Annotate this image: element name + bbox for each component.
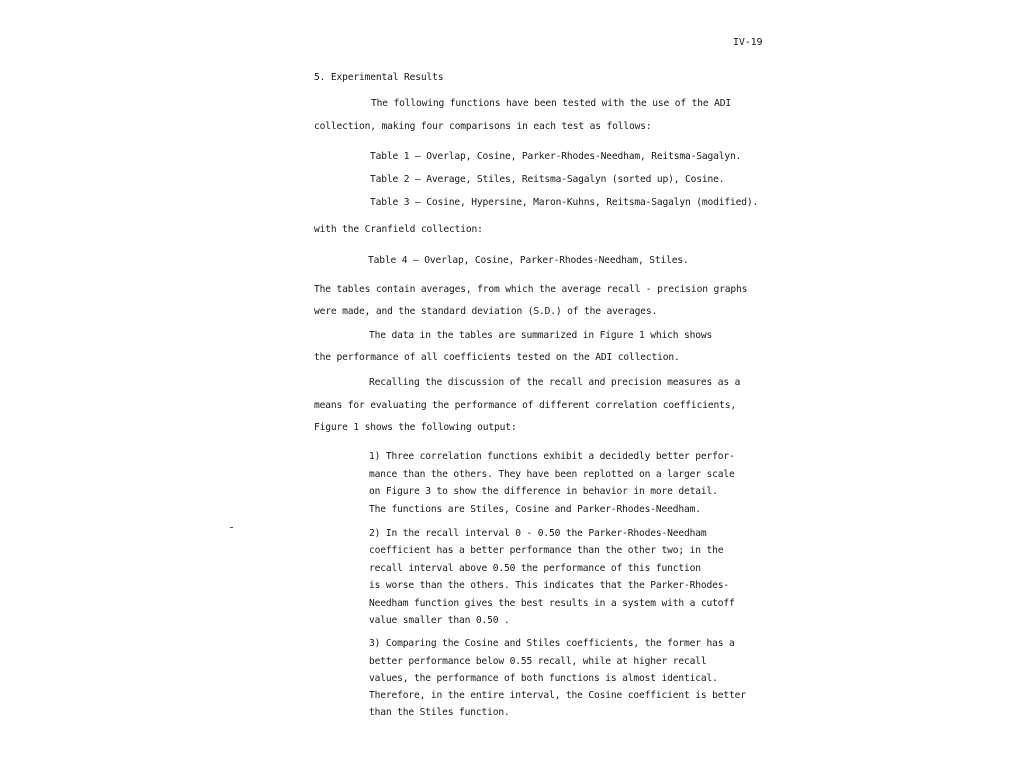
intro-line: collection, making four comparisons in each test as follows:: [314, 121, 652, 132]
table-description: Table 2 — Average, Stiles, Reitsma-Sagalyn (sorted up), Cosine.: [370, 174, 725, 185]
recall-para-line: means for evaluating the performance of different correlation coefficients,: [314, 400, 736, 411]
cranfield-intro: with the Cranfield collection:: [314, 224, 483, 235]
list-item-line: Therefore, in the entire interval, the Cosine coefficient is better: [369, 690, 746, 701]
list-item-line: recall interval above 0.50 the performance of this function: [369, 563, 701, 574]
list-item-line: than the Stiles function.: [369, 707, 510, 718]
section-heading: 5. Experimental Results: [314, 72, 444, 83]
list-item-line: value smaller than 0.50 .: [369, 615, 510, 626]
list-item-line: 3) Comparing the Cosine and Stiles coefficients, the former has a: [369, 638, 735, 649]
summary-para-line: The data in the tables are summarized in Figure 1 which shows: [369, 330, 713, 341]
recall-para-line: Figure 1 shows the following output:: [314, 422, 517, 433]
list-item-line: Needham function gives the best results in a system with a cutoff: [369, 598, 735, 609]
table-description: Table 3 — Cosine, Hypersine, Maron-Kuhns, Reitsma-Sagalyn (modified).: [370, 197, 759, 208]
list-item-line: coefficient has a better performance than the other two; in the: [369, 545, 724, 556]
list-item-line: values, the performance of both functions is almost identical.: [369, 673, 718, 684]
scan-speck: [230, 527, 233, 528]
list-item-line: 2) In the recall interval 0 - 0.50 the Parker-Rhodes-Needham: [369, 528, 707, 539]
list-item-line: 1) Three correlation functions exhibit a decidedly better perfor-: [369, 451, 735, 462]
intro-line: The following functions have been tested with the use of the ADI: [371, 98, 732, 109]
page-number: IV-19: [733, 37, 763, 48]
list-item-line: mance than the others. They have been replotted on a larger scale: [369, 469, 735, 480]
list-item-line: is worse than the others. This indicates that the Parker-Rhodes-: [369, 580, 730, 591]
table-description: Table 4 — Overlap, Cosine, Parker-Rhodes-Needham, Stiles.: [368, 255, 689, 266]
tables-para-line: The tables contain averages, from which the average recall - precision graphs: [314, 284, 748, 295]
recall-para-line: Recalling the discussion of the recall and precision measures as a: [369, 377, 741, 388]
table-description: Table 1 — Overlap, Cosine, Parker-Rhodes-Needham, Reitsma-Sagalyn.: [370, 151, 742, 162]
list-item-line: on Figure 3 to show the difference in behavior in more detail.: [369, 486, 718, 497]
list-item-line: better performance below 0.55 recall, while at higher recall: [369, 656, 707, 667]
summary-para-line: the performance of all coefficients tested on the ADI collection.: [314, 352, 680, 363]
list-item-line: The functions are Stiles, Cosine and Parker-Rhodes-Needham.: [369, 504, 701, 515]
tables-para-line: were made, and the standard deviation (S.D.) of the averages.: [314, 306, 658, 317]
